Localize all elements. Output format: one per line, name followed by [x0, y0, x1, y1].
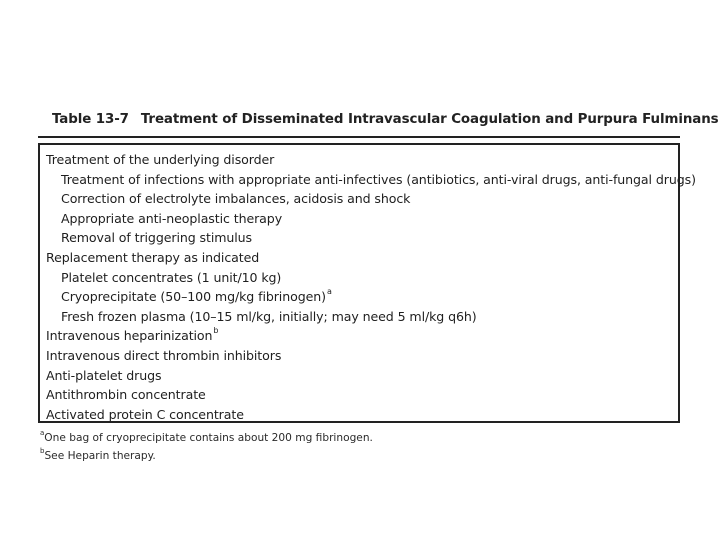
treatment-text: Removal of triggering stimulus: [61, 230, 253, 246]
treatment-text: Activated protein C concentrate: [46, 406, 244, 422]
table-body: [38, 143, 696, 423]
treatment-text: Correction of electrolyte imbalances, acidosis and shock: [61, 191, 411, 207]
footnote: [40, 429, 373, 447]
footnote-text: See Heparin therapy.: [44, 450, 156, 462]
footnote-marker: a: [40, 429, 45, 437]
treatment-text: Antithrombin concentrate: [46, 387, 206, 403]
treatment-item: [46, 307, 674, 327]
treatment-text: Replacement therapy as indicated: [46, 249, 260, 265]
treatment-text: Treatment of the underlying disorder: [46, 152, 275, 167]
treatment-text: Treatment of infections with appropriate anti-infectives (antibiotics, anti-viral drugs, anti-fungal drugs): [61, 171, 696, 187]
treatment-category: [46, 366, 674, 386]
table-number: Table 13-7: [52, 112, 129, 127]
treatment-text: Platelet concentrates (1 unit/10 kg): [61, 269, 282, 285]
treatment-category: [46, 405, 674, 425]
treatment-text: Fresh frozen plasma (10–15 ml/kg, initially; may need 5 ml/kg q6h): [61, 308, 477, 324]
treatment-item: [46, 170, 696, 190]
treatment-text: Intravenous heparinization: [46, 328, 213, 344]
treatment-category: [46, 385, 674, 405]
footnote-marker: a: [326, 287, 332, 297]
table-title-text: Treatment of Disseminated Intravascular Coagulation and Purpura Fulminans: [140, 112, 719, 127]
treatment-category: [46, 346, 674, 366]
treatment-item: [46, 287, 674, 307]
footnote-marker: b: [40, 447, 45, 455]
treatment-list: [46, 150, 696, 424]
footnotes: [40, 429, 373, 465]
treatment-text: Anti-platelet drugs: [46, 367, 162, 383]
footnote-marker: b: [213, 326, 219, 336]
treatment-item: [46, 189, 674, 209]
treatment-category: [46, 326, 674, 346]
treatment-category: [46, 248, 674, 268]
footnote: [40, 447, 373, 465]
treatment-text: Cryoprecipitate (50–100 mg/kg fibrinogen): [61, 289, 326, 305]
treatment-text: Intravenous direct thrombin inhibitors: [46, 347, 282, 363]
treatment-item: [46, 228, 674, 248]
footnote-text: One bag of cryoprecipitate contains about 200 mg fibrinogen.: [44, 432, 373, 444]
table-top-rule: [38, 136, 680, 138]
treatment-text: Appropriate anti-neoplastic therapy: [61, 210, 283, 226]
table-title: [52, 112, 719, 127]
treatment-item: [46, 209, 674, 229]
treatment-item: [46, 268, 674, 288]
treatment-category: [46, 150, 674, 170]
